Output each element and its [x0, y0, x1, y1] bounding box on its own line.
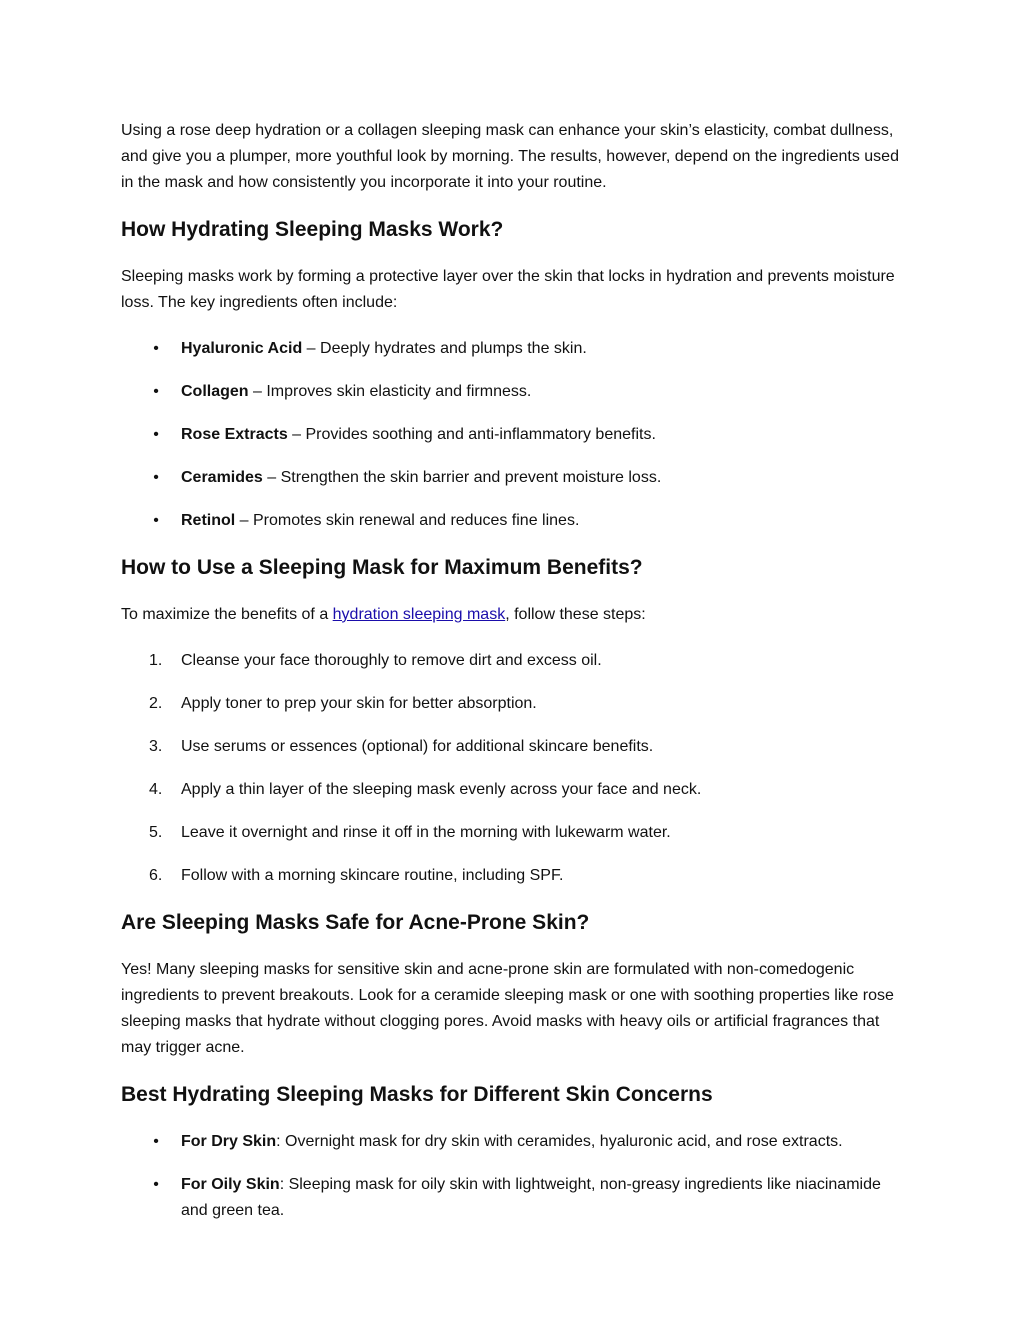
list-item: [121, 734, 901, 760]
bullet-icon: •: [153, 512, 159, 529]
section-heading-skin-concerns: Best Hydrating Sleeping Masks for Different Skin Concerns: [121, 1083, 713, 1106]
section-heading-how-masks-work: How Hydrating Sleeping Masks Work?: [121, 218, 504, 241]
step-text: Leave it overnight and rinse it off in the morning with lukewarm water.: [181, 824, 671, 841]
section-heading-how-to-use: How to Use a Sleeping Mask for Maximum Benefits?: [121, 556, 643, 579]
list-item: [121, 648, 901, 674]
step-number: 3.: [149, 738, 163, 755]
skin-concerns-list: [121, 1129, 901, 1224]
ingredient-term: Hyaluronic Acid: [181, 340, 303, 357]
document-page: [121, 118, 901, 1244]
step-text: Cleanse your face thoroughly to remove dirt and excess oil.: [181, 652, 602, 669]
list-item: [121, 863, 901, 889]
ingredients-list: [121, 336, 901, 534]
list-item: [121, 1129, 901, 1155]
ingredient-term: Ceramides: [181, 469, 263, 486]
ingredient-description: – Improves skin elasticity and firmness.: [248, 383, 532, 400]
step-number: 6.: [149, 867, 163, 884]
bullet-icon: •: [153, 426, 159, 443]
bullet-icon: •: [153, 1176, 159, 1193]
ingredient-description: – Provides soothing and anti-inflammatory benefits.: [287, 426, 656, 443]
step-number: 4.: [149, 781, 163, 798]
list-item: [121, 422, 901, 448]
bullet-icon: •: [153, 469, 159, 486]
intro-paragraph: Using a rose deep hydration or a collagen sleeping mask can enhance your skin’s elasticity, combat dullness, and give you a plumper, more youthful look by morning. The results, however, depend on the ingredients used in the mask and how consistently you incorporate it into your routine.: [121, 122, 899, 191]
ingredient-description: – Strengthen the skin barrier and prevent moisture loss.: [262, 469, 662, 486]
ingredient-description: – Promotes skin renewal and reduces fine lines.: [235, 512, 580, 529]
ingredient-description: – Deeply hydrates and plumps the skin.: [302, 340, 587, 357]
ingredient-term: Rose Extracts: [181, 426, 288, 443]
step-text: Follow with a morning skincare routine, including SPF.: [181, 867, 564, 884]
list-item: [121, 508, 901, 534]
bullet-icon: •: [153, 340, 159, 357]
skin-type-description: : Overnight mask for dry skin with ceramides, hyaluronic acid, and rose extracts.: [276, 1133, 843, 1150]
step-text: Use serums or essences (optional) for additional skincare benefits.: [181, 738, 654, 755]
step-text: Apply a thin layer of the sleeping mask evenly across your face and neck.: [181, 781, 702, 798]
how-to-use-text-before: To maximize the benefits of a: [121, 606, 333, 623]
step-number: 5.: [149, 824, 163, 841]
skin-type-term: For Dry Skin: [181, 1133, 277, 1150]
skin-type-description: : Sleeping mask for oily skin with lightweight, non-greasy ingredients like niacinamide and green tea.: [181, 1176, 881, 1219]
how-masks-work-paragraph: Sleeping masks work by forming a protective layer over the skin that locks in hydration and prevents moisture loss. The key ingredients often include:: [121, 268, 895, 311]
skin-type-term: For Oily Skin: [181, 1176, 280, 1193]
section-heading-acne-prone: Are Sleeping Masks Safe for Acne-Prone Skin?: [121, 911, 590, 934]
bullet-icon: •: [153, 383, 159, 400]
bullet-icon: •: [153, 1133, 159, 1150]
how-to-use-text-after: , follow these steps:: [505, 606, 646, 623]
list-item: [121, 336, 901, 362]
list-item: [121, 820, 901, 846]
ingredient-term: Retinol: [181, 512, 236, 529]
how-to-use-paragraph: [121, 602, 901, 628]
list-item: [121, 777, 901, 803]
ingredient-term: Collagen: [181, 383, 249, 400]
list-item: [121, 379, 901, 405]
step-text: Apply toner to prep your skin for better absorption.: [181, 695, 537, 712]
list-item: [121, 1172, 901, 1224]
list-item: [121, 691, 901, 717]
list-item: [121, 465, 901, 491]
step-number: 1.: [149, 652, 163, 669]
hydration-sleeping-mask-link[interactable]: hydration sleeping mask: [332, 606, 506, 623]
acne-prone-paragraph: Yes! Many sleeping masks for sensitive skin and acne-prone skin are formulated with non-comedogenic ingredients to prevent breakouts. Look for a ceramide sleeping mask or one with soothing properties like rose sleeping masks that hydrate without clogging pores. Avoid masks with heavy oils or artificial fragrances that may trigger acne.: [121, 961, 894, 1056]
step-number: 2.: [149, 695, 163, 712]
steps-list: [121, 648, 901, 889]
